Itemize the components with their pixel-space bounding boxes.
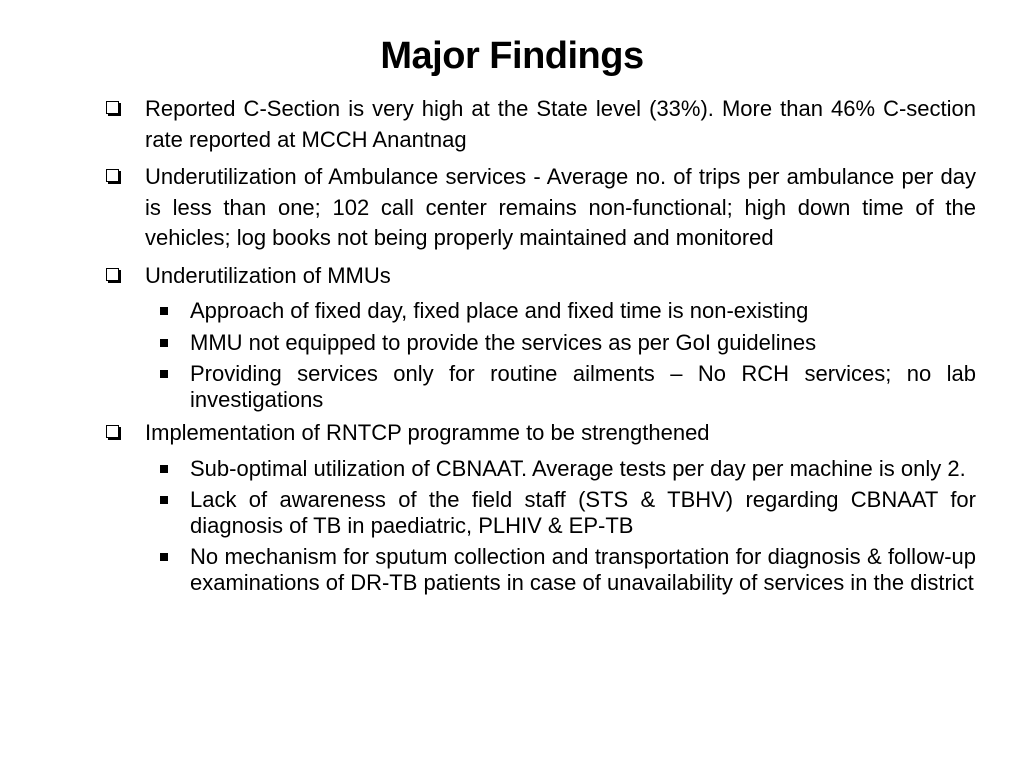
checkbox-bullet-icon: [106, 425, 119, 438]
sub-bullet-list: [106, 298, 976, 412]
sub-bullet-text: Providing services only for routine ailments – No RCH services; no lab investigations: [190, 361, 976, 412]
sub-bullet-text: Approach of fixed day, fixed place and fixed time is non-existing: [190, 298, 809, 323]
square-bullet-icon: [160, 496, 168, 504]
sub-bullet-list: [106, 456, 976, 596]
square-bullet-icon: [160, 307, 168, 315]
sub-bullet-text: No mechanism for sputum collection and transportation for diagnosis & follow-up examinations of DR-TB patients in case of unavailability of services in the district: [190, 544, 976, 595]
sub-bullet-item: [145, 298, 976, 324]
sub-bullet-item: [145, 456, 976, 482]
checkbox-bullet-icon: [106, 268, 119, 281]
square-bullet-icon: [160, 370, 168, 378]
bullet-item: [106, 418, 976, 449]
square-bullet-icon: [160, 465, 168, 473]
bullet-item: [106, 162, 976, 254]
bullet-item: [106, 94, 976, 155]
sub-bullet-text: Lack of awareness of the field staff (STS & TBHV) regarding CBNAAT for diagnosis of TB in paediatric, PLHIV & EP-TB: [190, 487, 976, 538]
checkbox-bullet-icon: [106, 101, 119, 114]
checkbox-bullet-icon: [106, 169, 119, 182]
square-bullet-icon: [160, 553, 168, 561]
bullet-item: [106, 261, 976, 292]
bullet-list: [106, 94, 976, 601]
bullet-text: Underutilization of Ambulance services - Average no. of trips per ambulance per day is less than one; 102 call center remains non-functional; high down time of the vehicles; log books not being properly maintained and monitored: [145, 164, 976, 250]
sub-bullet-text: MMU not equipped to provide the services as per GoI guidelines: [190, 329, 817, 355]
slide-title: Major Findings: [380, 35, 644, 77]
sub-bullet-item: [145, 361, 976, 412]
square-bullet-icon: [160, 339, 168, 347]
sub-bullet-item: [145, 330, 976, 356]
bullet-text: Implementation of RNTCP programme to be strengthened: [145, 420, 710, 445]
bullet-text: Reported C-Section is very high at the State level (33%). More than 46% C-section rate reported at MCCH Anantnag: [145, 96, 976, 152]
bullet-text: Underutilization of MMUs: [145, 262, 391, 288]
sub-bullet-item: [145, 544, 976, 595]
sub-bullet-item: [145, 487, 976, 538]
sub-bullet-text: Sub-optimal utilization of CBNAAT. Average tests per day per machine is only 2.: [190, 455, 966, 481]
